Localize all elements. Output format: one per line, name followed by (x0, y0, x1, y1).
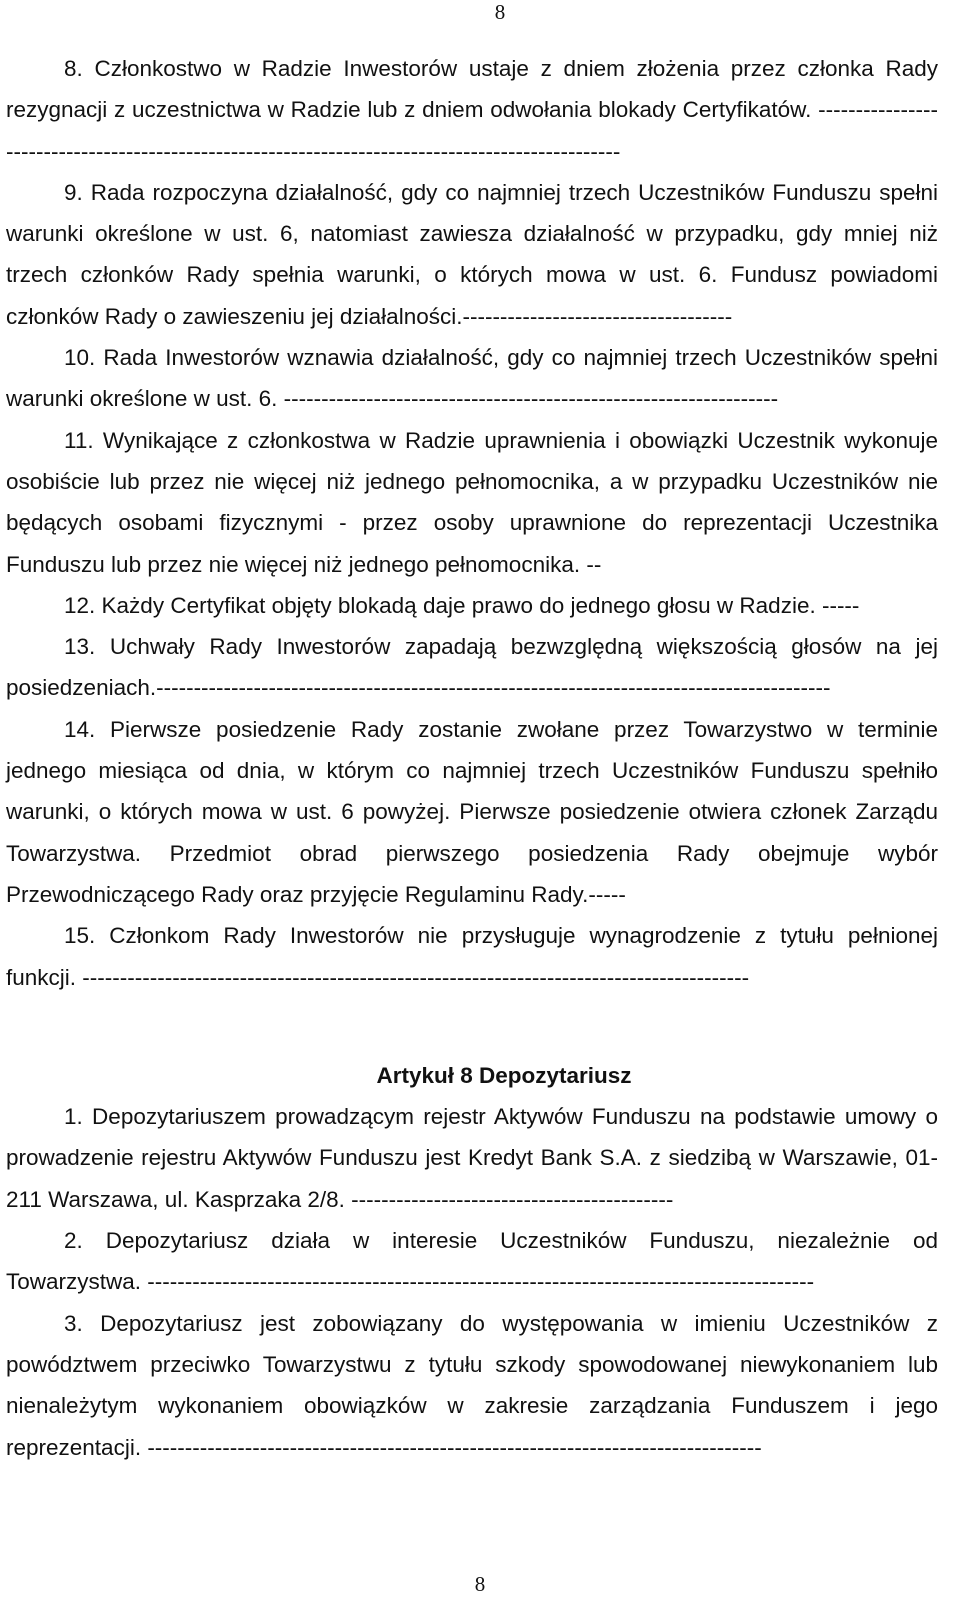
paragraph-8: 8. Członkostwo w Radzie Inwestorów ustaje z dniem złożenia przez członka Rady rezygnacji z uczestnictwa w Radzie lub z dniem odwołania blokady Certyfikatów. -------------------------------------------------------------------------------------------------- (6, 56, 938, 164)
paragraph-11: 11. Wynikające z członkostwa w Radzie uprawnienia i obowiązki Uczestnik wykonuje osobiście lub przez nie więcej niż jednego pełnomocnika, a w przypadku Uczestników nie będących osobami fizycznymi - przez osoby uprawnione do reprezentacji Uczestnika Funduszu lub przez nie więcej niż jednego pełnomocnika. -- (6, 427, 938, 577)
paragraph-15: 15. Członkom Rady Inwestorów nie przysługuje wynagrodzenie z tytułu pełnionej funkcji. ----------------------------------------------------------------------------------------- (6, 923, 938, 990)
article-heading: Artykuł 8 Depozytariusz (376, 1062, 632, 1088)
page-number-top: 8 (494, 0, 506, 24)
article-paragraph-1: 1. Depozytariuszem prowadzącym rejestr Aktywów Funduszu na podstawie umowy o prowadzenie rejestru Aktywów Funduszu jest Kredyt Bank S.A. z siedzibą w Warszawie, 01-211 Warszawa, ul. Kasprzaka 2/8. ------------------------------------------- (6, 1104, 938, 1212)
paragraph-14: 14. Pierwsze posiedzenie Rady zostanie zwołane przez Towarzystwo w terminie jednego miesiąca od dnia, w którym co najmniej trzech Uczestników Funduszu spełniło warunki, o których mowa w ust. 6 powyżej. Pierwsze posiedzenie otwiera członek Zarządu Towarzystwa. Przedmiot obrad pierwszego posiedzenia Rady obejmuje wybór Przewodniczącego Rady oraz przyjęcie Regulaminu Rady.----- (6, 716, 938, 907)
paragraph-13: 13. Uchwały Rady Inwestorów zapadają bezwzględną większością głosów na jej posiedzeniach.------------------------------------------------------------------------------------------ (6, 634, 938, 701)
document-body (6, 48, 938, 1468)
article-paragraph-2: 2. Depozytariusz działa w interesie Uczestników Funduszu, niezależnie od Towarzystwa. ----------------------------------------------------------------------------------------- (6, 1228, 938, 1295)
page-number-bottom: 8 (474, 1572, 486, 1596)
paragraph-12: 12. Każdy Certyfikat objęty blokadą daje prawo do jednego głosu w Radzie. ----- (64, 592, 860, 618)
paragraph-10: 10. Rada Inwestorów wznawia działalność, gdy co najmniej trzech Uczestników spełni warunki określone w ust. 6. ------------------------------------------------------------------ (6, 345, 938, 412)
article-paragraph-3: 3. Depozytariusz jest zobowiązany do występowania w imieniu Uczestników z powództwem przeciwko Towarzystwu z tytułu szkody spowodowanej niewykonaniem lub nienależytym wykonaniem obowiązków w zakresie zarządzania Funduszem i jego reprezentacji. ---------------------------------------------------------------------------------- (6, 1310, 938, 1460)
section-spacer (6, 998, 938, 1055)
paragraph-9: 9. Rada rozpoczyna działalność, gdy co najmniej trzech Uczestników Funduszu spełni warunki określone w ust. 6, natomiast zawiesza działalność w przypadku, gdy mniej niż trzech członków Rady spełnia warunki, o których mowa w ust. 6. Fundusz powiadomi członków Rady o zawieszeniu jej działalności.------------------------------------ (6, 179, 938, 329)
